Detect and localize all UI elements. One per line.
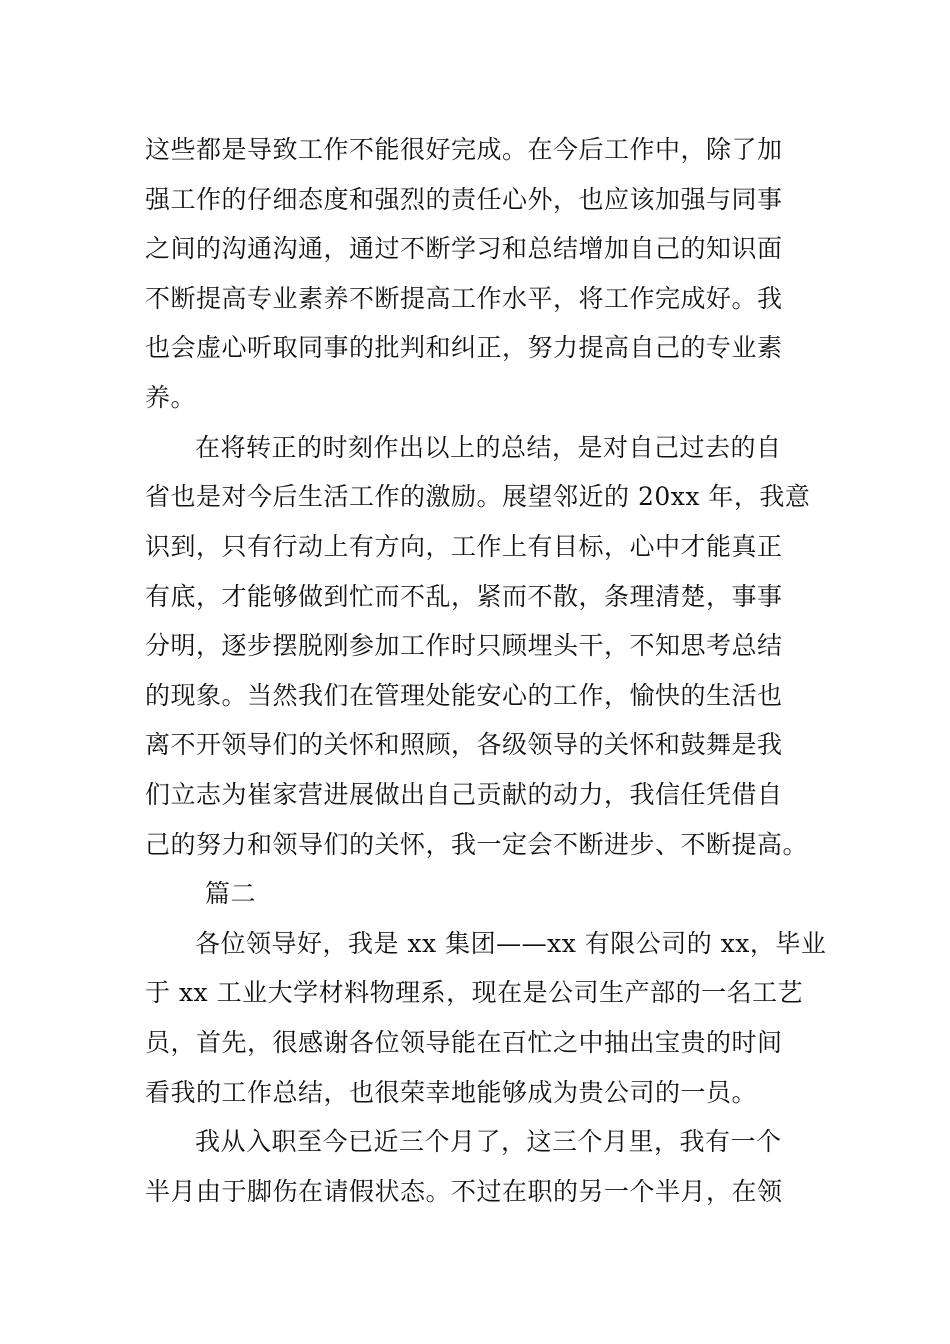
text-line: 不断提高专业素养不断提高工作水平，将工作完成好。我 xyxy=(145,284,783,313)
text-line: 强工作的仔细态度和强烈的责任心外，也应该加强与同事 xyxy=(145,185,783,214)
text-line: 也会虚心听取同事的批判和纠正，努力提高自己的专业素 xyxy=(145,333,783,362)
text-line: 之间的沟通沟通，通过不断学习和总结增加自己的知识面 xyxy=(145,234,783,263)
text-line: 养。 xyxy=(145,383,197,412)
text-line: 分明，逐步摆脱刚参加工作时只顾埋头干，不知思考总结 xyxy=(145,631,783,660)
text-line: 看我的工作总结，也很荣幸地能够成为贵公司的一员。 xyxy=(145,1078,758,1107)
text-line: 员，首先，很感谢各位领导能在百忙之中抽出宝贵的时间 xyxy=(145,1028,783,1057)
text-line: 半月由于脚伤在请假状态。不过在职的另一个半月，在领 xyxy=(145,1177,783,1206)
paragraph-first-line: 各位领导好，我是 xx 集团——xx 有限公司的 xx，毕业 xyxy=(195,929,827,958)
text-line: 有底，才能够做到忙而不乱，紧而不散，条理清楚，事事 xyxy=(145,582,783,611)
text-line: 离不开领导们的关怀和照顾，各级领导的关怀和鼓舞是我 xyxy=(145,730,783,759)
section-heading: 篇二 xyxy=(205,879,257,908)
text-line: 的现象。当然我们在管理处能安心的工作，愉快的生活也 xyxy=(145,681,783,710)
text-line: 这些都是导致工作不能很好完成。在今后工作中，除了加 xyxy=(145,135,783,164)
paragraph-first-line: 在将转正的时刻作出以上的总结，是对自己过去的自 xyxy=(195,433,782,462)
text-line: 省也是对今后生活工作的激励。展望邻近的 20xx 年，我意 xyxy=(145,482,811,511)
text-line: 于 xx 工业大学材料物理系，现在是公司生产部的一名工艺 xyxy=(145,978,804,1007)
text-line: 己的努力和领导们的关怀，我一定会不断进步、不断提高。 xyxy=(145,830,809,859)
text-line: 识到，只有行动上有方向，工作上有目标，心中才能真正 xyxy=(145,532,783,561)
paragraph-first-line: 我从入职至今已近三个月了，这三个月里，我有一个 xyxy=(195,1127,782,1156)
text-line: 们立志为崔家营进展做出自己贡献的动力，我信任凭借自 xyxy=(145,780,783,809)
